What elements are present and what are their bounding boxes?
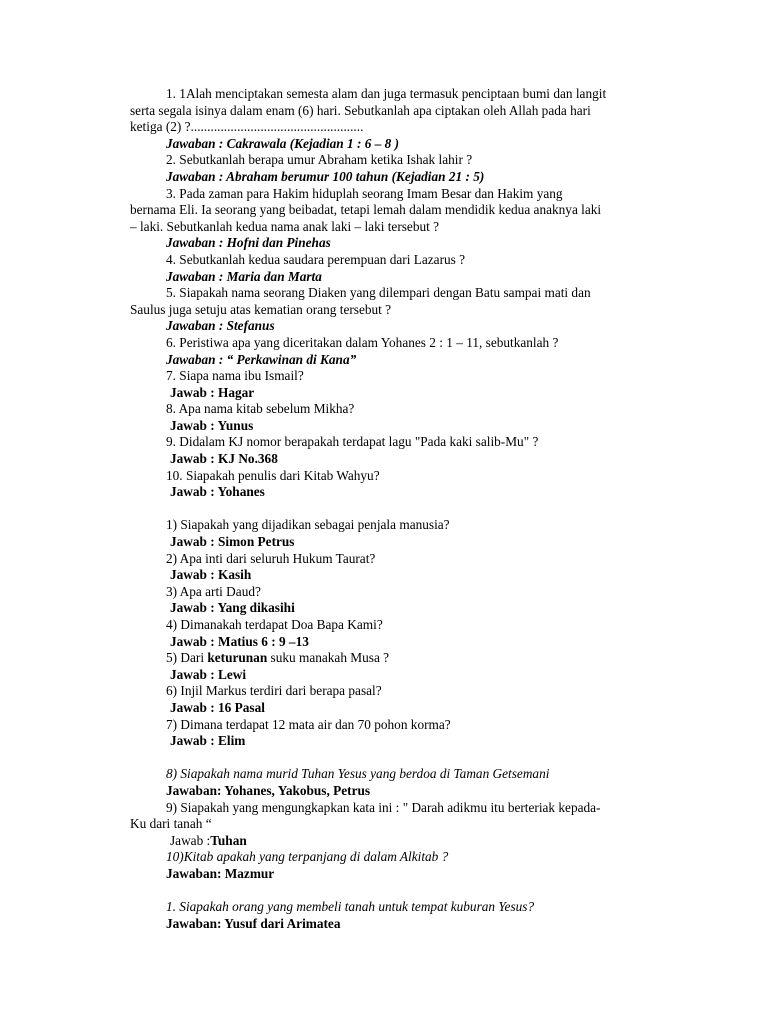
question-2: 2. Sebutkanlah berapa umur Abraham ketika Ishak lahir ?: [166, 152, 473, 168]
question-1-line-1: 1. 1Alah menciptakan semesta alam dan juga termasuk penciptaan bumi dan langit: [166, 86, 607, 101]
answer-7: Jawab : Hagar: [170, 384, 255, 400]
question-7: 7. Siapa nama ibu Ismail?: [166, 368, 304, 384]
question-1-line-2: serta segala isinya dalam enam (6) hari. Sebutkanlah apa ciptakan oleh Allah pada hari: [130, 102, 591, 118]
answer-t1: Jawaban: Yusuf dari Arimatea: [166, 915, 341, 931]
question-s1: 1) Siapakah yang dijadikan sebagai penjala manusia?: [166, 517, 450, 533]
question-s4: 4) Dimanakah terdapat Doa Bapa Kami?: [166, 617, 383, 632]
answer-10: Jawab : Yohanes: [170, 484, 265, 500]
question-s8: 8) Siapakah nama murid Tuhan Yesus yang berdoa di Taman Getsemani: [166, 766, 550, 782]
question-s3: 3) Apa arti Daud?: [166, 583, 261, 599]
section-gap: [130, 501, 638, 518]
answer-2: Jawaban : Abraham berumur 100 tahun (Kejadian 21 : 5): [166, 168, 485, 184]
question-9: 9. Didalam KJ nomor berapakah terdapat lagu "Pada kaki salib-Mu" ?: [166, 434, 539, 450]
answer-8: Jawab : Yunus: [170, 417, 254, 433]
question-6: 6. Peristiwa apa yang diceritakan dalam Yohanes 2 : 1 – 11, sebutkanlah ?: [166, 334, 559, 350]
quiz-document: [130, 86, 638, 932]
question-s5-bold: keturunan: [207, 650, 268, 666]
answer-s10: Jawaban: Mazmur: [166, 865, 275, 881]
question-s5-pre: 5) Dari: [166, 650, 208, 666]
section-gap: [130, 750, 638, 767]
answer-1: Jawaban : Cakrawala (Kejadian 1 : 6 – 8 ): [166, 135, 400, 151]
question-5-line-2: Saulus juga setuju atas kematian orang tersebut ?: [130, 301, 392, 317]
question-1-line-3: ketiga (2) ?....................................................: [130, 119, 364, 135]
question-s9-line-1: 9) Siapakah yang mengungkapkan kata ini : " Darah adikmu itu berteriak kepada-: [166, 799, 601, 815]
answer-s5: Jawab : Lewi: [170, 666, 247, 682]
question-s7: 7) Dimana terdapat 12 mata air dan 70 pohon korma?: [166, 716, 451, 732]
answer-s2: Jawab : Kasih: [170, 567, 252, 583]
question-s10: 10)Kitab apakah yang terpanjang di dalam Alkitab ?: [166, 849, 449, 865]
answer-s6: Jawab : 16 Pasal: [170, 699, 265, 715]
answer-s9-pre: Jawab :: [170, 832, 211, 848]
answer-3: Jawaban : Hofni dan Pinehas: [166, 235, 331, 251]
answer-5: Jawaban : Stefanus: [166, 318, 275, 334]
answer-s8: Jawaban: Yohanes, Yakobus, Petrus: [166, 782, 371, 798]
answer-4: Jawaban : Maria dan Marta: [166, 268, 322, 284]
question-3-line-2: bernama Eli. Ia seorang yang beibadat, tetapi lemah dalam mendidik kedua anaknya laki: [130, 202, 602, 218]
answer-s9: [130, 833, 638, 850]
question-s5-post: suku manakah Musa ?: [267, 650, 390, 666]
answer-s3: Jawab : Yang dikasihi: [170, 600, 295, 616]
section-gap: [130, 883, 638, 900]
question-3-line-3: – laki. Sebutkanlah kedua nama anak laki – laki tersebut ?: [130, 218, 440, 234]
question-10: 10. Siapakah penulis dari Kitab Wahyu?: [166, 467, 380, 483]
question-8: 8. Apa nama kitab sebelum Mikha?: [166, 401, 355, 417]
question-s6: 6) Injil Markus terdiri dari berapa pasal?: [166, 683, 382, 699]
question-5-line-1: 5. Siapakah nama seorang Diaken yang dilempari dengan Batu sampai mati dan: [166, 285, 591, 301]
answer-9: Jawab : KJ No.368: [170, 451, 278, 467]
answer-s7: Jawab : Elim: [170, 733, 246, 749]
answer-s9-bold: Tuhan: [210, 832, 247, 848]
answer-s1: Jawab : Simon Petrus: [170, 534, 295, 550]
question-s9-line-2: Ku dari tanah “: [130, 816, 212, 832]
question-4: 4. Sebutkanlah kedua saudara perempuan dari Lazarus ?: [166, 251, 466, 267]
question-3-line-1: 3. Pada zaman para Hakim hiduplah seorang Imam Besar dan Hakim yang: [166, 185, 563, 201]
question-s5: [130, 650, 638, 667]
answer-s4: Jawab : Matius 6 : 9 –13: [170, 633, 309, 649]
question-s2: 2) Apa inti dari seluruh Hukum Taurat?: [166, 550, 376, 566]
answer-6: Jawaban : “ Perkawinan di Kana”: [166, 351, 357, 367]
question-t1: 1. Siapakah orang yang membeli tanah untuk tempat kuburan Yesus?: [166, 899, 535, 915]
